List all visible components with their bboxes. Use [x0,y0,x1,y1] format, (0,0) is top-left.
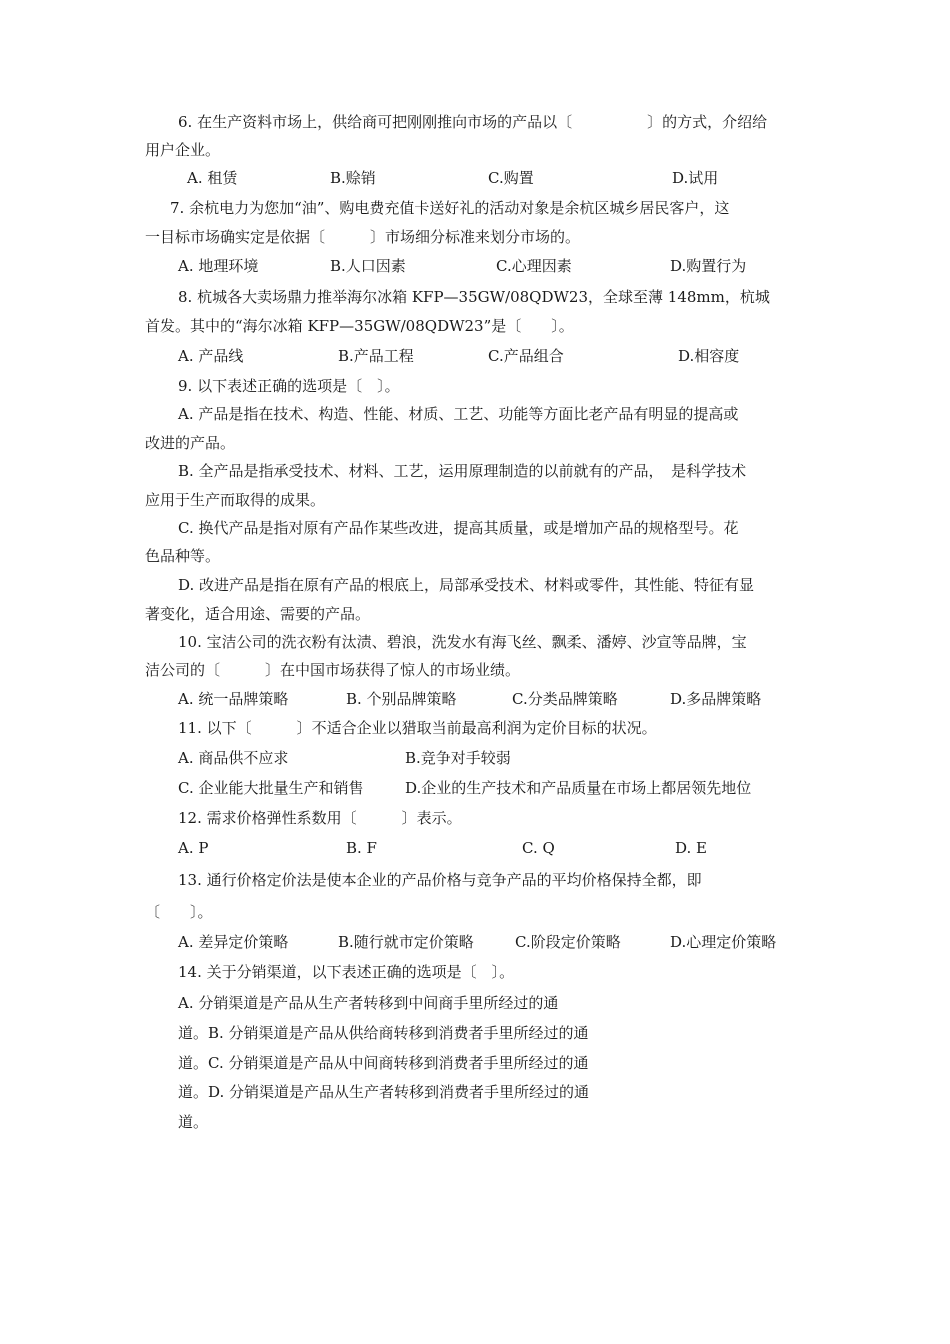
q9-option-b-line1: B. 全产品是指承受技术、材料、工艺，运用原理制造的以前就有的产品， 是科学技术 [178,462,747,480]
q13-line2: 〔 〕。 [145,903,213,921]
q9-option-c-line1: C. 换代产品是指对原有产品作某些改进，提高其质量，或是增加产品的规格型号。花 [178,519,739,537]
q14-text-line3: 道。C. 分销渠道是产品从中间商转移到消费者手里所经过的通 [178,1054,589,1072]
q6-option-d: D.试用 [672,169,719,187]
q14-text-line1: A. 分销渠道是产品从生产者转移到中间商手里所经过的通 [178,994,559,1012]
q11-option-c: C. 企业能大批量生产和销售 [178,779,364,797]
q9-option-c-line2: 色品种等。 [145,547,221,565]
q13-option-a: A. 差异定价策略 [178,933,289,951]
q7-line2: 一目标市场确实定是依据〔 〕市场细分标准来划分市场的。 [145,228,581,246]
q9-line1: 9. 以下表述正确的选项是〔 〕。 [178,377,400,395]
q14-text-line2: 道。B. 分销渠道是产品从供给商转移到消费者手里所经过的通 [178,1024,589,1042]
q11-option-b: B.竞争对手较弱 [405,749,511,767]
q14-text-line5: 道。 [178,1113,209,1131]
q10-option-c: C.分类品牌策略 [512,690,618,708]
q10-option-d: D.多品牌策略 [670,690,762,708]
q13-option-d: D.心理定价策略 [670,933,777,951]
q6-option-c: C.购置 [488,169,534,187]
q9-option-b-line2: 应用于生产而取得的成果。 [145,491,326,509]
q8-option-a: A. 产品线 [178,347,244,365]
q8-option-b: B.产品工程 [338,347,414,365]
q9-option-a-line2: 改进的产品。 [145,434,236,452]
q7-option-d: D.购置行为 [670,257,747,275]
q13-line1: 13. 通行价格定价法是使本企业的产品价格与竞争产品的平均价格保持全都，即 [178,871,702,889]
q12-line1: 12. 需求价格弹性系数用〔 〕表示。 [178,809,462,827]
q10-line2: 洁公司的〔 〕在中国市场获得了惊人的市场业绩。 [145,661,521,679]
q8-line2: 首发。其中的“海尔冰箱 KFP—35GW/08QDW23”是〔 〕。 [145,317,574,335]
q9-option-a-line1: A. 产品是指在技术、构造、性能、材质、工艺、功能等方面比老产品有明显的提高或 [178,405,739,423]
q14-text-line4: 道。D. 分销渠道是产品从生产者转移到消费者手里所经过的通 [178,1083,590,1101]
q11-option-d: D.企业的生产技术和产品质量在市场上都居领先地位 [405,779,752,797]
q7-option-c: C.心理因素 [496,257,572,275]
q8-option-d: D.相容度 [678,347,740,365]
q14-line1: 14. 关于分销渠道，以下表述正确的选项是〔 〕。 [178,963,515,981]
q7-option-b: B.人口因素 [330,257,406,275]
q10-line1: 10. 宝洁公司的洗衣粉有汰渍、碧浪，洗发水有海飞丝、飘柔、潘婷、沙宣等品牌，宝 [178,633,747,651]
q11-line1: 11. 以下〔 〕不适合企业以猎取当前最高利润为定价目标的状况。 [178,719,657,737]
q9-option-d-line2: 著变化，适合用途、需要的产品。 [145,605,371,623]
q12-option-c: C. Q [522,839,555,857]
q6-option-b: B.赊销 [330,169,376,187]
q13-option-c: C.阶段定价策略 [515,933,621,951]
q11-option-a: A. 商品供不应求 [178,749,289,767]
q6-line1: 6. 在生产资料市场上，供给商可把刚刚推向市场的产品以〔 〕的方式，介绍给 [178,113,768,131]
q6-option-a: A. 租赁 [187,169,238,187]
q9-option-d-line1: D. 改进产品是指在原有产品的根底上，局部承受技术、材料或零件，其性能、特征有显 [178,576,755,594]
q7-line1: 7. 余杭电力为您加“油”、购电费充值卡送好礼的活动对象是余杭区城乡居民客户，这 [170,199,730,217]
q8-line1: 8. 杭城各大卖场鼎力推举海尔冰箱 KFP—35GW/08QDW23，全球至薄 148mm，杭城 [178,288,770,306]
q10-option-b: B. 个别品牌策略 [346,690,457,708]
q7-option-a: A. 地理环境 [178,257,259,275]
q12-option-a: A. P [178,839,209,857]
q12-option-d: D. E [675,839,707,857]
q8-option-c: C.产品组合 [488,347,564,365]
q10-option-a: A. 统一品牌策略 [178,690,289,708]
q6-line2: 用户企业。 [145,141,221,159]
q13-option-b: B.随行就市定价策略 [338,933,474,951]
q12-option-b: B. F [346,839,377,857]
